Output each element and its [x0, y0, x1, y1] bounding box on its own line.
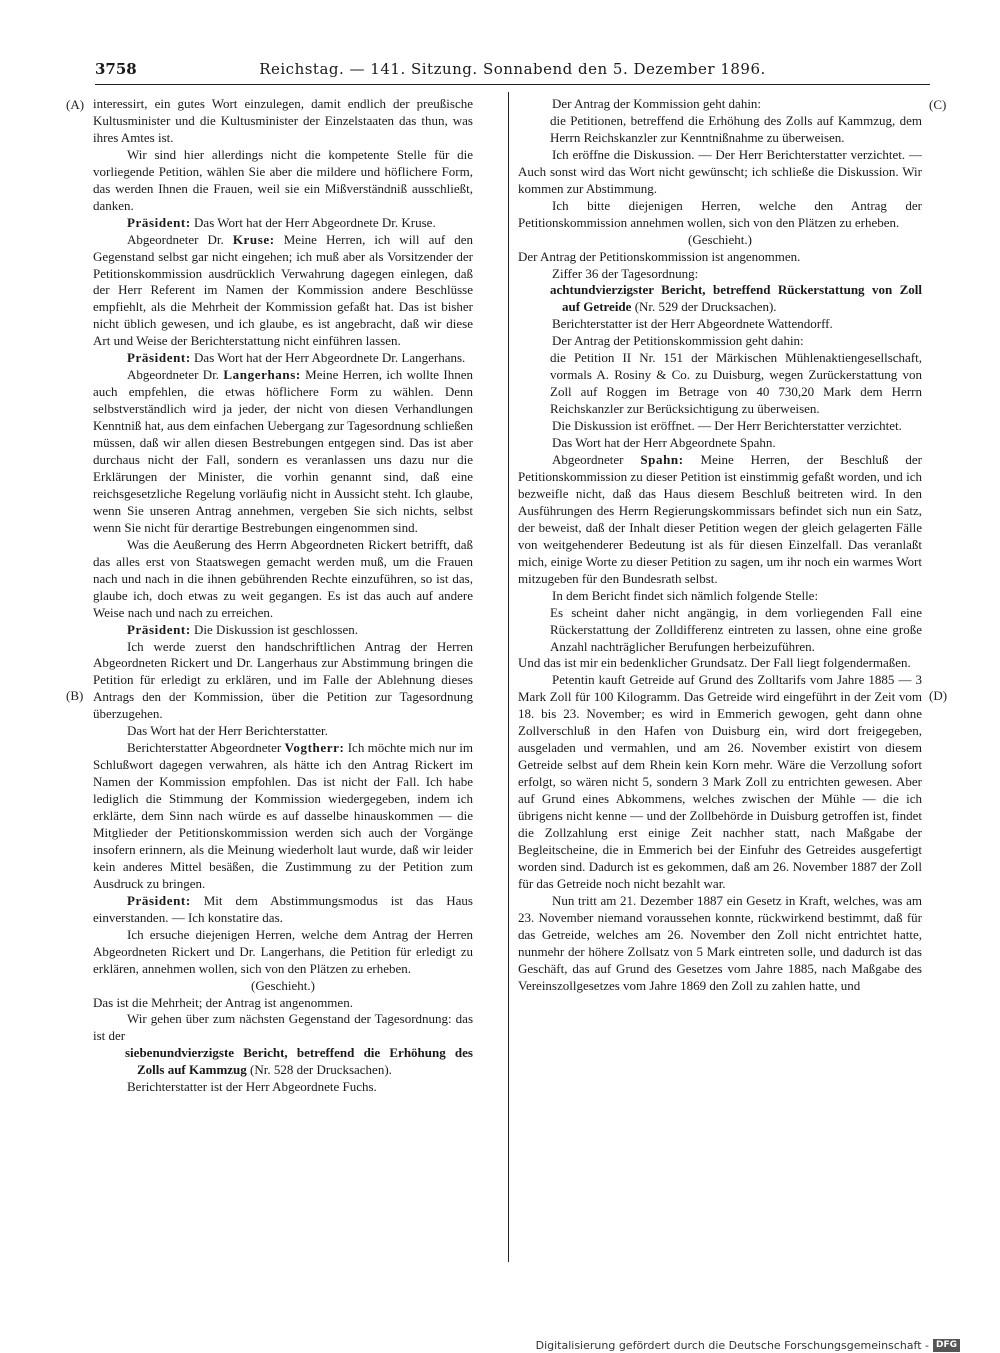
- agenda-item: [93, 1045, 473, 1079]
- speech-text: Meine Herren, der Beschluß der Petitionskommission zu dieser Petition ist einstimmig gefaßt worden, und ich bezweifle nicht, daß das Haus diesem Beschluß beitreten wird. In den Ausführungen des Herrn Regierungskommissars befindet sich nun ein Satz, der beweist, daß der Inhalt dieser Petition wegen der gleich gelagerten Fälle von weitgehenderer Bedeutung ist als für diesen Einzelfall. Das veranlaßt mich, einige Worte zu dieser Petition zu sagen, um ihr noch ein warmes Wort mitzugeben für den Bundesrath selbst.: [518, 452, 922, 586]
- page-number: 3758: [95, 60, 137, 78]
- paragraph: Berichterstatter ist der Herr Abgeordnete Wattendorff.: [552, 316, 833, 332]
- motion-text: die Petition II Nr. 151 der Märkischen Mühlenaktiengesellschaft, vormals A. Rosiny & Co. zu Duisburg, wegen Zurückerstattung von Zoll auf Roggen im Betrage von 40 730,20 Mark dem Herrn Reichskanzler zur Berücksichtigung zu überweisen.: [550, 350, 922, 417]
- paragraph: [93, 215, 473, 232]
- paragraph: Der Antrag der Kommission geht dahin:: [552, 96, 762, 111]
- dfg-logo: DFG: [933, 1339, 960, 1352]
- speaker-name: Kruse:: [232, 231, 275, 247]
- paragraph: Ziffer 36 der Tagesordnung:: [552, 265, 699, 281]
- paragraph: Das Wort hat der Herr Berichterstatter.: [127, 723, 328, 739]
- paragraph: [93, 367, 473, 537]
- margin-marker-d: (D): [929, 688, 948, 703]
- speaker-intro: Abgeordneter: [552, 452, 624, 468]
- margin-marker-c: (C): [929, 97, 947, 112]
- paragraph: Und das ist mir ein bedenklicher Grundsatz. Der Fall liegt folgendermaßen.: [518, 655, 911, 671]
- agenda-title: siebenundvierzigste Bericht, betreffend die Erhöhung des Zolls auf Kammzug: [125, 1045, 473, 1078]
- agenda-title: achtundvierzigster Bericht, betreffend Rückerstattung von Zoll auf Getreide: [550, 282, 922, 315]
- page-title: Reichstag. — 141. Sitzung. Sonnabend den 5. Dezember 1896.: [259, 60, 766, 78]
- paragraph: [93, 350, 473, 367]
- paragraph: [93, 622, 473, 639]
- speaker-label: Präsident:: [127, 892, 191, 908]
- motion-text: die Petitionen, betreffend die Erhöhung des Zolls auf Kammzug, dem Herrn Reichskanzler zur Kenntnißnahme zu überweisen.: [550, 112, 922, 145]
- speaker-intro: Abgeordneter Dr.: [127, 231, 224, 247]
- digitization-footer: [536, 1338, 960, 1352]
- speaker-label: Präsident:: [127, 350, 191, 366]
- paragraph: interessirt, ein gutes Wort einzulegen, damit endlich der preußische Kultusminister und die Kultusminister der Einzelstaaten das thun, was ihres Amtes ist.: [93, 96, 473, 145]
- paragraph: Ich werde zuerst den handschriftlichen Antrag der Herren Abgeordneten Rickert und Dr. Langerhaus zur Abstimmung bringen die Petition für erledigt zu erklären, und im Falle der Ablehnung dieses Antrags den der Kommission, über die Petition zur Tagesordnung überzugehen.: [93, 638, 473, 722]
- paragraph: Petentin kauft Getreide auf Grund des Zolltarifs vom Jahre 1885 — 3 Mark Zoll für 100 Kilogramm. Das Getreide wird eingeführt in der Zeit vom 18. bis 23. November; es wird in Emmerich gewogen, geht dann ohne Zollverschluß in den Hafen von Duisburg ein, wird dort freigegeben, ausgeladen und vermahlen, und am 26. November existirt von diesem Getreide selbst auf dem Rhein kein Korn mehr. Wäre die Verzollung sofort erfolgt, so wären nicht 5, sondern 3 Mark Zoll zu entrichten gewesen. Aber auf Grund eines Abkommens, welches zwischen der Mühle — die ich übrigens nicht kenne — und der Zollbehörde in Duisburg getroffen ist, findet die Zollzahlung erst einige Zeit nachher statt, nach Maßgabe der Begleitscheine, die in Emmerich bei der Einfuhr des Getreides ausgefertigt worden sind. Dadurch ist es gekommen, daß am 26. November 1887 der Zoll für das Getreide noch nicht bezahlt war.: [518, 672, 922, 891]
- speaker-name: Spahn:: [640, 452, 684, 468]
- speech-text: Die Diskussion ist geschlossen.: [194, 621, 358, 637]
- column-divider: [508, 92, 509, 1262]
- paragraph: [93, 893, 473, 927]
- left-column: [93, 96, 473, 1096]
- agenda-ref: (Nr. 528 der Drucksachen).: [250, 1062, 392, 1078]
- paragraph: Das Wort hat der Herr Abgeordnete Spahn.: [552, 435, 776, 451]
- speech-text: Ich möchte mich nur im Schlußwort dagegen verwahren, als hätte ich den Antrag Rickert im Namen der Kommission empfohlen. Das ist nicht der Fall. Ich habe lediglich die Stimmung der Kommission wiedergegeben, indem ich erklärte, dem Sinn nach würde es auf dasselbe hinauskommen — die Mitglieder der Petitionskommission werden sich auch der Vorgänge insofern erinnern, als die Meinung wiederholt laut wurde, daß wir leider kein anderes Mittel besäßen, die Zustimmung zu der Petition zum Ausdruck zu bringen.: [93, 740, 473, 891]
- speech-text: Das Wort hat der Herr Abgeordnete Dr. Kruse.: [194, 214, 436, 230]
- paragraph: Nun tritt am 21. Dezember 1887 ein Gesetz in Kraft, welches, was am 23. November niemand voraussehen konnte, rückwirkend bestimmt, daß für das Getreide, welches am 26. November den Zoll nicht entrichtet hatte, nunmehr der höhere Zollsatz von 5 Mark eintreten solle, und dadurch ist das Geschäft, das auf Grund des Gesetzes vom Jahre 1885, nach Maßgabe des Vereinszollgesetzes vom Jahre 1869 den Zoll zu zahlen hatte, und: [518, 892, 922, 993]
- margin-marker-b: (B): [66, 688, 84, 703]
- paragraph: Ich ersuche diejenigen Herren, welche dem Antrag der Herren Abgeordneten Rickert und Dr. Langerhans, die Petition für erledigt zu erklären, annehmen wollen, sich von den Plätzen zu erheben.: [93, 926, 473, 976]
- paragraph: Berichterstatter ist der Herr Abgeordnete Fuchs.: [127, 1079, 377, 1095]
- agenda-ref: (Nr. 529 der Drucksachen).: [634, 299, 777, 315]
- speech-text: Meine Herren, ich wollte Ihnen auch empfehlen, die etwas höflichere Form zu wählen. Denn selbstverständlich wird ja jeder, der nicht von diesen Verhandlungen Kenntniß hat, aus dem einfachen Uebergang zur Tagesordnung schließen müssen, daß wir allen diesen Bestrebungen entgegen sind. Das ist aber durchaus nicht der Fall, sondern es veranlassen uns dazu nur die Erklärungen der Minister, die vorhin genannt sind, daß eine reichsgesetzliche Regelung vorläufig nicht in Aussicht steht. Ich glaube, wenn Sie unseren Antrag annehmen, vergeben Sie sich nichts, selbst wenn Sie nicht für derartige Bestrebungen eingenommen sind.: [93, 367, 474, 535]
- footer-text: Digitalisierung gefördert durch die Deutsche Forschungsgemeinschaft -: [535, 1338, 929, 1352]
- paragraph: Wir sind hier allerdings nicht die kompetente Stelle für die vorliegende Petition, wählen Sie aber die mildere und höflichere Form, das werden Ihnen die Frauen, weil sie ein Mißverständniß ausschließt, danken.: [93, 146, 473, 213]
- paragraph: [518, 452, 922, 588]
- speech-text: Mit dem Abstimmungsmodus ist das Haus einverstanden. — Ich konstatire das.: [93, 892, 473, 925]
- speaker-intro: Berichterstatter Abgeordneter: [127, 740, 282, 756]
- speaker-label: Präsident:: [127, 621, 191, 637]
- page-header: [95, 58, 930, 85]
- speaker-intro: Abgeordneter Dr.: [127, 367, 220, 383]
- paragraph: Ich eröffne die Diskussion. — Der Herr Berichterstatter verzichtet. — Auch sonst wird das Wort nicht gewünscht; ich schließe die Diskussion. Wir kommen zur Abstimmung.: [518, 146, 922, 196]
- paragraph: Der Antrag der Petitionskommission geht dahin:: [552, 333, 804, 349]
- paragraph: [93, 232, 473, 351]
- paragraph: Der Antrag der Petitionskommission ist angenommen.: [518, 248, 801, 264]
- margin-marker-a: (A): [66, 97, 85, 112]
- stage-direction: (Geschieht.): [688, 231, 752, 247]
- speaker-name: Vogtherr:: [284, 740, 345, 756]
- paragraph: Das ist die Mehrheit; der Antrag ist angenommen.: [93, 994, 353, 1010]
- stage-direction: (Geschieht.): [251, 977, 315, 993]
- paragraph: In dem Bericht findet sich nämlich folgende Stelle:: [552, 587, 819, 603]
- paragraph: Was die Aeußerung des Herrn Abgeordneten Rickert betrifft, daß das alles erst von Staatswegen gemacht werden muß, um die Frauen nach und nach in die ihnen gebührenden Rechte einzuführen, so ist das, glaube ich, doch etwas zu weit gegangen. Es ist das auch auf andere Weise nach und nach zu erreichen.: [93, 536, 473, 620]
- paragraph: [93, 740, 473, 893]
- paragraph: Ich bitte diejenigen Herren, welche den Antrag der Petitionskommission annehmen wollen, sich von den Plätzen zu erheben.: [518, 197, 922, 230]
- speaker-label: Präsident:: [127, 214, 191, 230]
- paragraph: Die Diskussion ist eröffnet. — Der Herr Berichterstatter verzichtet.: [552, 418, 902, 434]
- quotation: Es scheint daher nicht angängig, in dem vorliegenden Fall eine Rückerstattung der Zolldifferenz eintreten zu lassen, ohne eine große Anzahl nachträglicher Berufungen herbeizuführen.: [550, 604, 922, 654]
- paragraph: Wir gehen über zum nächsten Gegenstand der Tagesordnung: das ist der: [93, 1011, 473, 1044]
- right-column: [518, 96, 922, 995]
- speech-text: Meine Herren, ich will auf den Gegenstand selbst gar nicht eingehen; ich muß aber als Vorsitzender der Petitionskommission ausdrücklich Verwahrung dagegen einlegen, daß der Herr Referent im Namen der Kommission andere Beschlüsse empfiehlt, als die Mehrheit der Kommission gefaßt hat. Das ist bisher nicht üblich gewesen, und ich glaube, es ist angebracht, daß wir diese Art und Weise der Berichterstattung nicht einführen lassen.: [93, 231, 473, 349]
- speech-text: Das Wort hat der Herr Abgeordnete Dr. Langerhans.: [194, 350, 466, 366]
- agenda-item: [518, 282, 922, 316]
- speaker-name: Langerhans:: [223, 367, 301, 383]
